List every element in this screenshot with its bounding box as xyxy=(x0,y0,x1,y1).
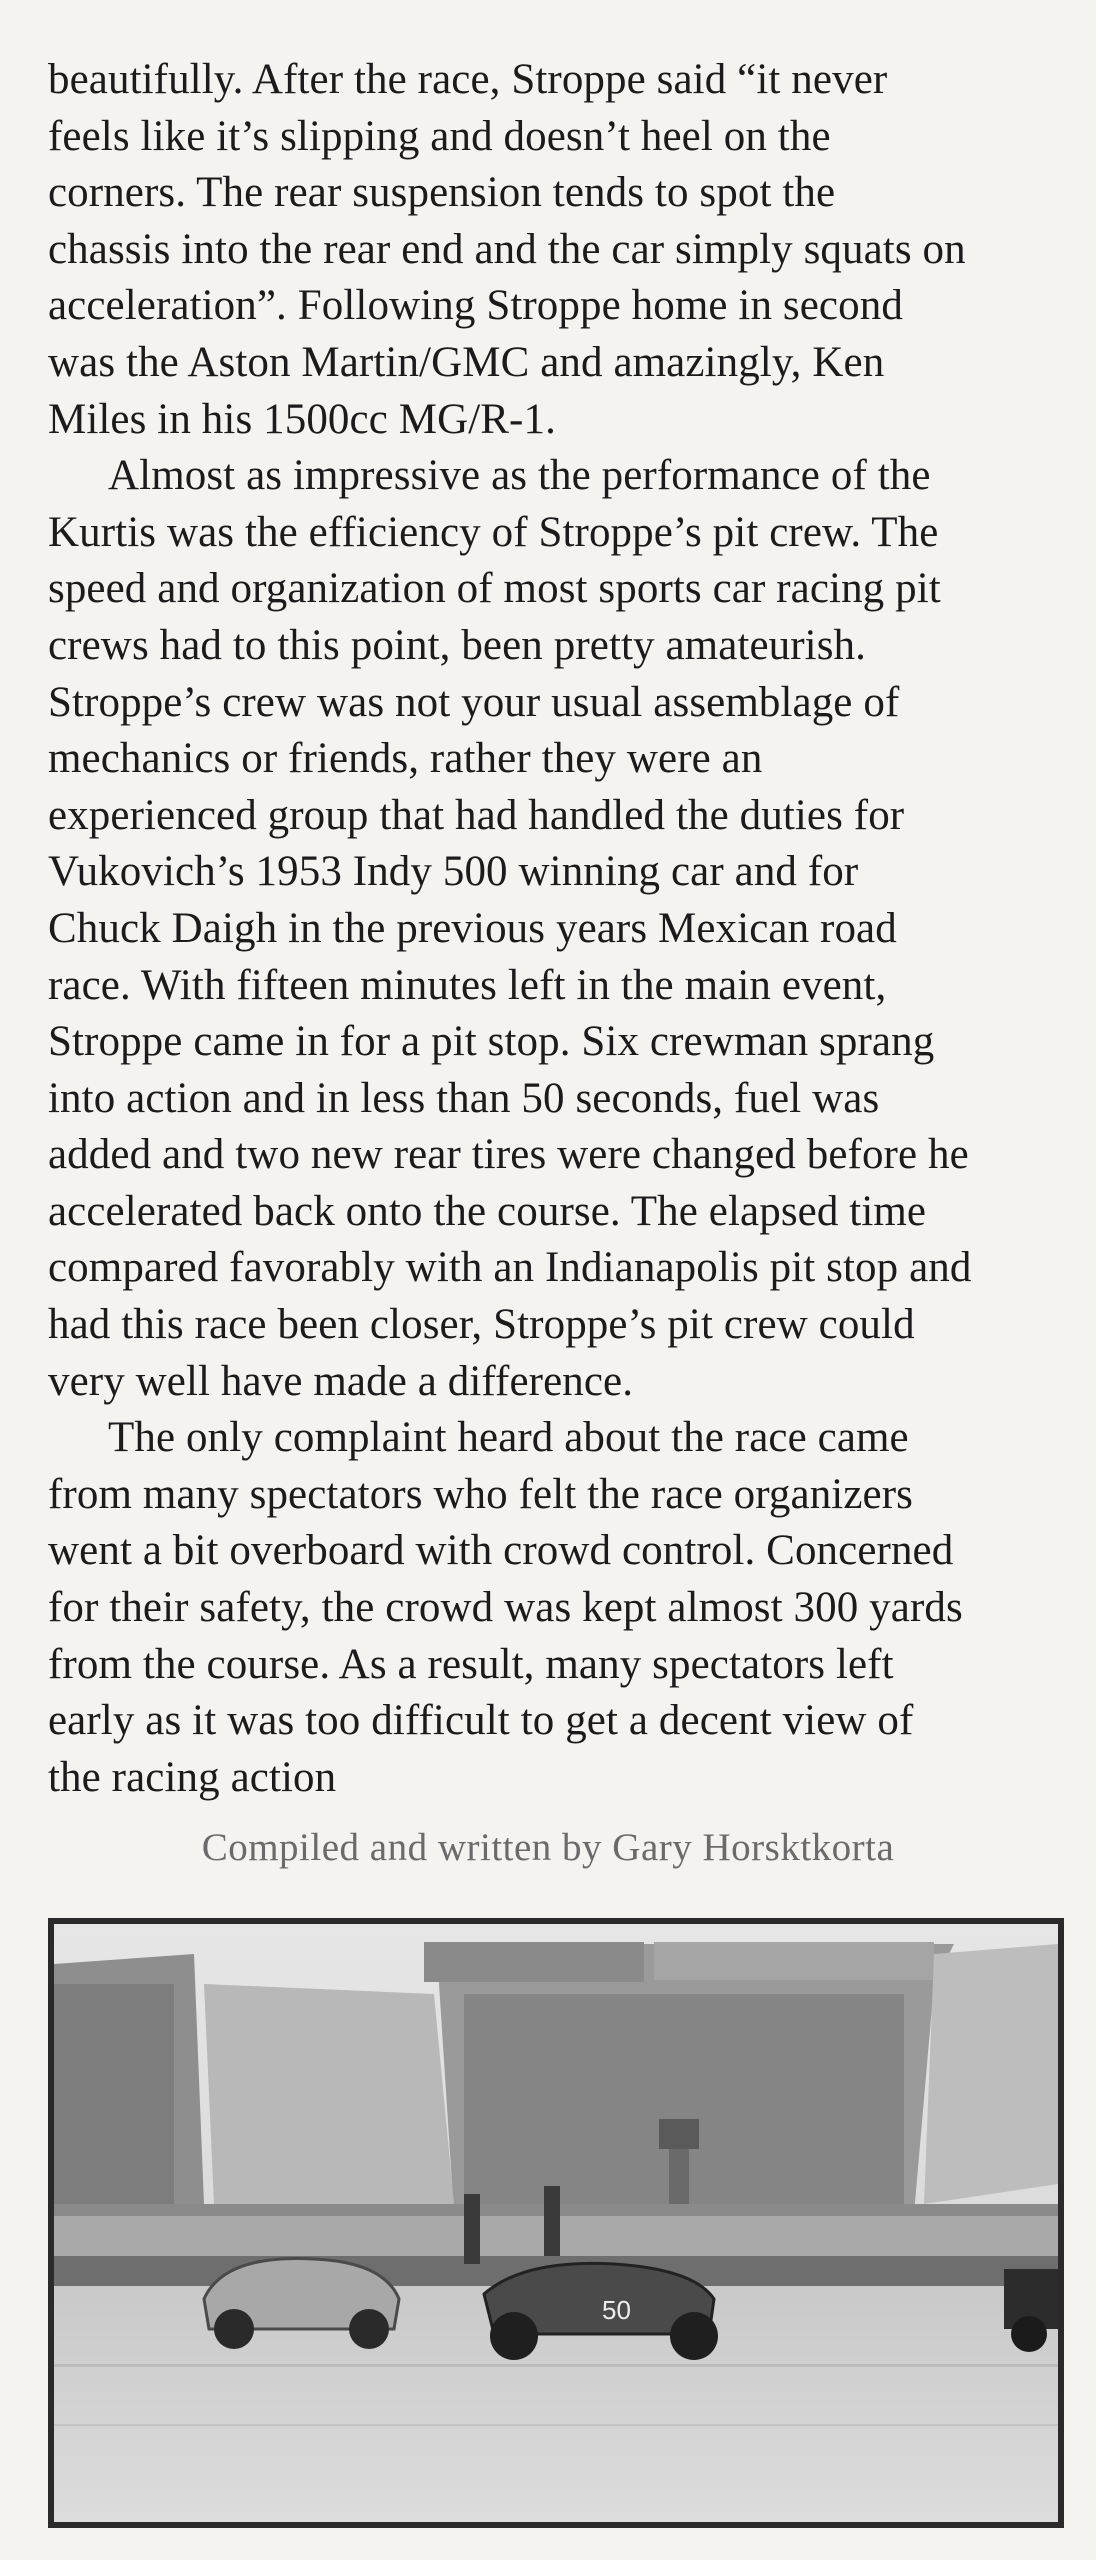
text-line: into action and in less than 50 seconds, fuel was xyxy=(48,1074,880,1122)
text-line: race. With fifteen minutes left in the main event, xyxy=(48,961,887,1009)
text-line: was the Aston Martin/GMC and amazingly, Ken xyxy=(48,338,885,386)
text-line: crews had to this point, been pretty amateurish. xyxy=(48,621,866,669)
text-line: accelerated back onto the course. The elapsed time xyxy=(48,1187,927,1235)
text-line: had this race been closer, Stroppe’s pit crew could xyxy=(48,1301,915,1349)
race-photo xyxy=(48,1918,1064,2528)
car-number: 50 xyxy=(602,2295,631,2325)
text-line: from the course. As a result, many spectators left xyxy=(48,1640,894,1688)
author-credit: Compiled and written by Gary Horsktkorta xyxy=(201,1826,895,1869)
text-line: speed and organization of most sports car racing pit xyxy=(48,565,941,613)
text-line: Miles in his 1500cc MG/R-1. xyxy=(48,395,556,443)
text-line: Chuck Daigh in the previous years Mexican road xyxy=(48,904,897,952)
text-line: chassis into the rear end and the car simply squats on xyxy=(48,225,966,273)
text-line: beautifully. After the race, Stroppe said “it never xyxy=(48,56,888,103)
race-photo-image xyxy=(54,1924,1058,2522)
text-line: for their safety, the crowd was kept almost 300 yards xyxy=(48,1584,963,1632)
text-line: acceleration”. Following Stroppe home in second xyxy=(48,282,903,330)
paragraph xyxy=(48,52,1078,448)
text-line: from many spectators who felt the race organizers xyxy=(48,1470,913,1518)
text-line: very well have made a difference. xyxy=(48,1357,634,1405)
text-line: early as it was too difficult to get a decent view of xyxy=(48,1697,914,1745)
paragraph xyxy=(48,1410,1078,1806)
text-line: Stroppe came in for a pit stop. Six crewman sprang xyxy=(48,1018,935,1066)
text-line: Almost as impressive as the performance of the xyxy=(108,452,931,500)
text-line: added and two new rear tires were changed before he xyxy=(48,1131,969,1179)
text-line: The only complaint heard about the race came xyxy=(108,1414,909,1462)
text-line: Stroppe’s crew was not your usual assemblage of xyxy=(48,678,900,726)
text-line: compared favorably with an Indianapolis pit stop and xyxy=(48,1244,972,1292)
hangar xyxy=(54,1954,204,2209)
text-line: mechanics or friends, rather they were an xyxy=(48,735,763,783)
text-line: corners. The rear suspension tends to spot the xyxy=(48,169,836,217)
text-line: Kurtis was the efficiency of Stroppe’s pit crew. The xyxy=(48,508,939,556)
text-line: feels like it’s slipping and doesn’t heel on the xyxy=(48,112,831,160)
text-line: Vukovich’s 1953 Indy 500 winning car and for xyxy=(48,848,859,896)
text-line: the racing action xyxy=(48,1753,337,1801)
article-body xyxy=(48,52,1078,1806)
text-line: went a bit overboard with crowd control. Concerned xyxy=(48,1527,954,1575)
text-line: experienced group that had handled the duties for xyxy=(48,791,905,839)
paragraph xyxy=(48,448,1078,1410)
